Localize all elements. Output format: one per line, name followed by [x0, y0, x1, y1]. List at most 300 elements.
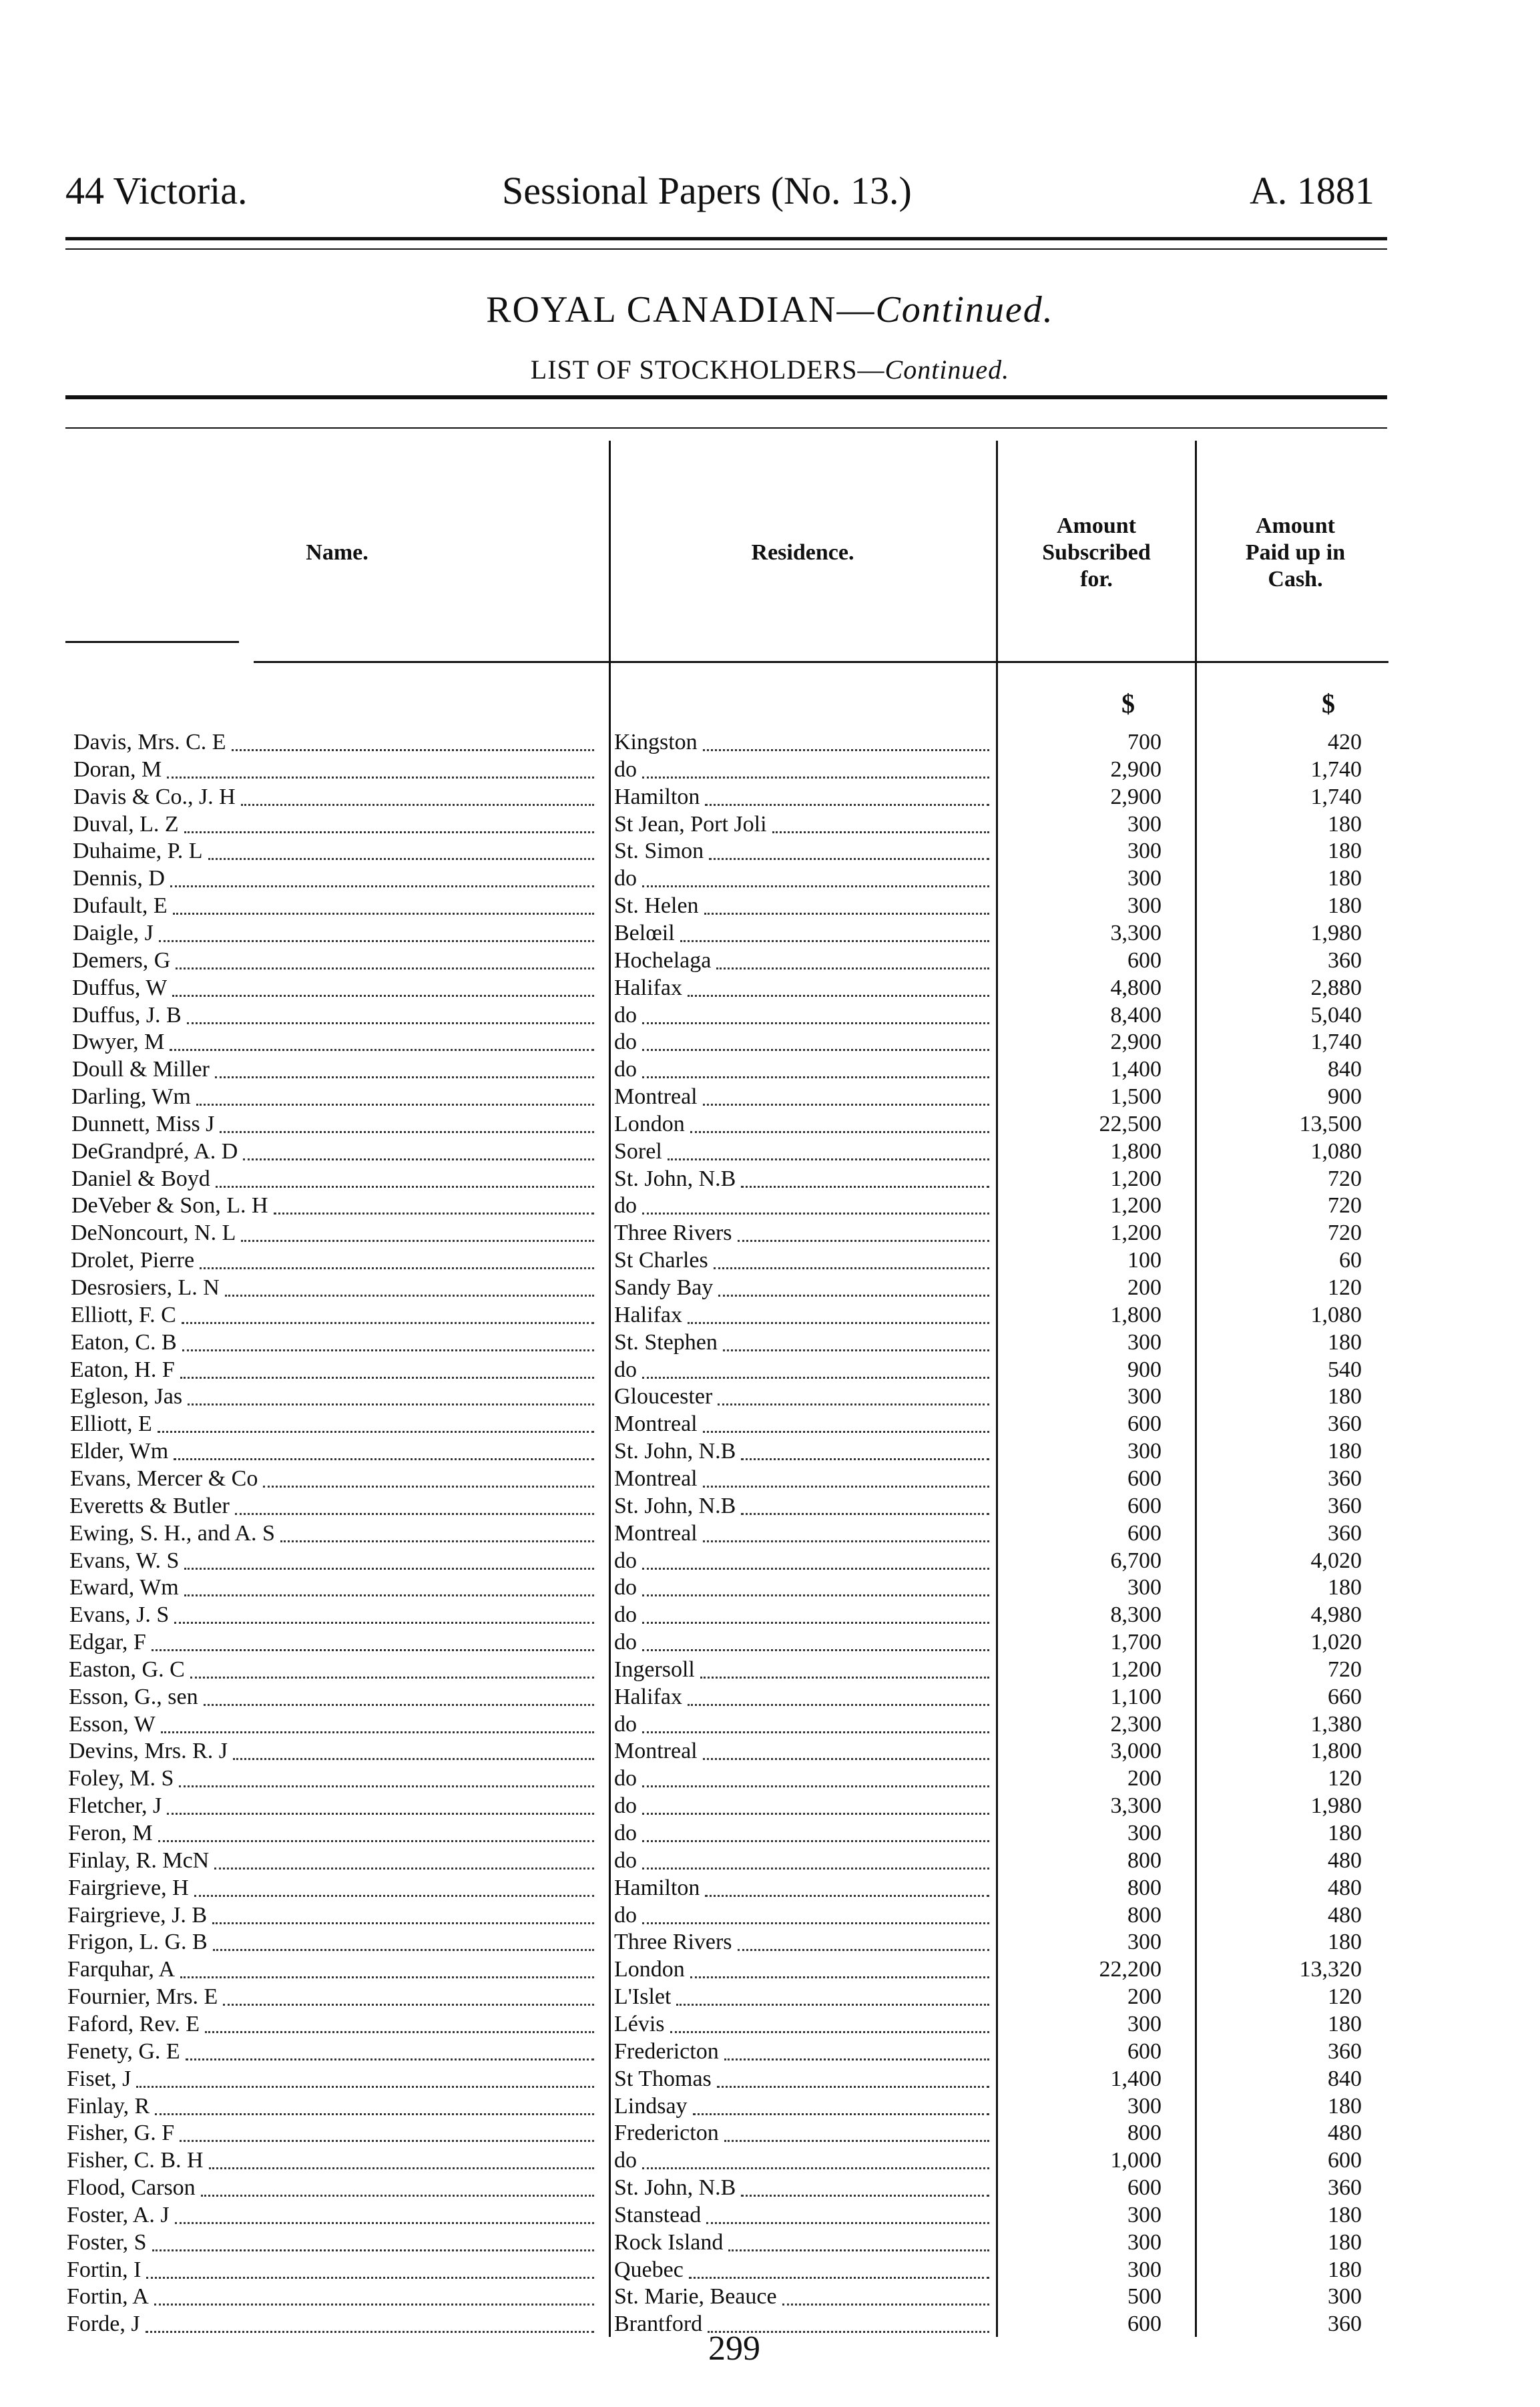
row-name: Fenety, G. E: [67, 2039, 180, 2064]
row-name: Duffus, J. B: [72, 1003, 182, 1028]
row-name: Frigon, L. G. B: [67, 1930, 208, 1954]
row-name: Egleson, Jas: [70, 1384, 183, 1409]
row-residence: Belœil: [614, 921, 675, 945]
row-residence: Lévis: [614, 2012, 665, 2036]
row-amount-paid: 360: [1328, 1466, 1362, 1491]
row-amount-paid: 1,380: [1310, 1712, 1362, 1737]
row-amount-paid: 180: [1328, 2257, 1362, 2282]
name-leader-dots: [216, 1186, 594, 1188]
row-name: Finlay, R: [67, 2094, 150, 2119]
residence-leader-dots: [688, 995, 989, 997]
residence-leader-dots: [642, 1649, 989, 1651]
row-residence: Kingston: [614, 730, 698, 754]
name-leader-dots: [200, 1267, 594, 1269]
row-amount-paid: 900: [1328, 1084, 1362, 1109]
row-amount-paid: 120: [1328, 1275, 1362, 1300]
row-amount-paid: 1,980: [1310, 1793, 1362, 1818]
row-residence: Hochelaga: [614, 948, 712, 973]
name-leader-dots: [146, 2331, 594, 2333]
row-amount-paid: 180: [1328, 893, 1362, 918]
row-amount-subscribed: 4,800: [1110, 975, 1162, 1000]
name-leader-dots: [174, 1458, 594, 1460]
residence-leader-dots: [642, 1868, 989, 1870]
row-name: Fiset, J: [67, 2066, 132, 2091]
name-leader-dots: [152, 1649, 594, 1651]
row-amount-paid: 360: [1328, 2312, 1362, 2336]
row-amount-paid: 1,740: [1310, 785, 1362, 809]
row-amount-subscribed: 1,200: [1110, 1221, 1162, 1245]
row-name: Edgar, F: [69, 1630, 146, 1655]
name-leader-dots: [175, 2222, 594, 2224]
row-residence: do: [614, 1003, 637, 1028]
row-residence: St. Stephen: [614, 1330, 718, 1355]
row-name: Dennis, D: [73, 866, 165, 891]
name-leader-dots: [158, 1431, 594, 1433]
residence-leader-dots: [688, 1322, 989, 1324]
row-residence: Gloucester: [614, 1384, 713, 1409]
row-amount-paid: 180: [1328, 1930, 1362, 1954]
row-amount-paid: 180: [1328, 1384, 1362, 1409]
page-number: 299: [708, 2330, 760, 2368]
row-name: Elliott, E: [70, 1411, 152, 1436]
row-residence: St Charles: [614, 1248, 708, 1273]
residence-leader-dots: [642, 1049, 989, 1051]
row-amount-subscribed: 1,200: [1110, 1166, 1162, 1191]
residence-leader-dots: [689, 2277, 989, 2279]
residence-leader-dots: [688, 1704, 989, 1706]
row-residence: do: [614, 1057, 637, 1082]
row-amount-paid: 180: [1328, 1439, 1362, 1464]
residence-leader-dots: [642, 1922, 989, 1924]
row-name: Dufault, E: [73, 893, 168, 918]
residence-leader-dots: [703, 1758, 989, 1760]
name-leader-dots: [179, 1785, 594, 1787]
row-amount-paid: 180: [1328, 1821, 1362, 1845]
row-residence: do: [614, 1848, 637, 1873]
row-amount-paid: 1,800: [1310, 1739, 1362, 1763]
row-amount-paid: 120: [1328, 1984, 1362, 2009]
row-residence: Halifax: [614, 1685, 682, 1709]
row-amount-subscribed: 800: [1127, 1848, 1162, 1873]
name-leader-dots: [187, 1022, 594, 1024]
row-amount-paid: 360: [1328, 2175, 1362, 2200]
row-residence: Lindsay: [614, 2094, 688, 2119]
row-name: Darling, Wm: [71, 1084, 191, 1109]
column-header-rule-left: [65, 641, 239, 643]
name-leader-dots: [243, 1158, 594, 1160]
header-rule-thin: [65, 248, 1387, 250]
row-amount-subscribed: 300: [1127, 2257, 1162, 2282]
row-amount-subscribed: 300: [1127, 1930, 1162, 1954]
name-leader-dots: [180, 1377, 594, 1379]
residence-leader-dots: [642, 1785, 989, 1787]
row-residence: Montreal: [614, 1521, 698, 1546]
column-header-rule: [254, 661, 1388, 663]
residence-leader-dots: [642, 885, 989, 887]
name-leader-dots: [173, 913, 594, 915]
row-amount-subscribed: 300: [1127, 893, 1162, 918]
residence-leader-dots: [709, 858, 989, 860]
row-residence: do: [614, 1712, 637, 1737]
row-residence: do: [614, 1793, 637, 1818]
row-residence: Halifax: [614, 975, 682, 1000]
row-name: Devins, Mrs. R. J: [69, 1739, 228, 1763]
row-name: Foster, A. J: [67, 2203, 170, 2227]
row-amount-paid: 840: [1328, 1057, 1362, 1082]
row-amount-subscribed: 300: [1127, 839, 1162, 863]
row-amount-subscribed: 300: [1127, 2230, 1162, 2255]
row-amount-paid: 13,500: [1299, 1112, 1362, 1136]
name-leader-dots: [186, 2058, 594, 2060]
title-main: ROYAL CANADIAN: [486, 289, 837, 331]
row-amount-subscribed: 600: [1127, 1466, 1162, 1491]
row-residence: do: [614, 1030, 637, 1054]
row-amount-subscribed: 1,800: [1110, 1139, 1162, 1164]
row-amount-subscribed: 600: [1127, 1411, 1162, 1436]
row-residence: London: [614, 1957, 685, 1982]
row-amount-paid: 420: [1328, 730, 1362, 754]
row-amount-subscribed: 900: [1127, 1357, 1162, 1382]
row-amount-subscribed: 600: [1127, 1521, 1162, 1546]
residence-leader-dots: [717, 2086, 989, 2088]
residence-leader-dots: [693, 2113, 989, 2115]
residence-leader-dots: [642, 1840, 989, 1842]
row-amount-paid: 1,020: [1310, 1630, 1362, 1655]
row-residence: do: [614, 1602, 637, 1627]
row-amount-subscribed: 200: [1127, 1766, 1162, 1791]
subtitle-main: LIST OF STOCKHOLDERS: [530, 355, 858, 385]
row-amount-subscribed: 22,200: [1099, 1957, 1162, 1982]
row-name: DeVeber & Son, L. H: [71, 1193, 268, 1218]
row-amount-paid: 480: [1328, 2121, 1362, 2145]
row-amount-paid: 360: [1328, 2039, 1362, 2064]
name-leader-dots: [233, 1758, 594, 1760]
name-leader-dots: [205, 2031, 594, 2033]
name-leader-dots: [176, 967, 594, 969]
row-name: Ewing, S. H., and A. S: [69, 1521, 275, 1546]
title-continued: Continued.: [875, 289, 1054, 331]
column-divider-2: [996, 441, 998, 2337]
residence-leader-dots: [703, 749, 989, 751]
row-name: Foster, S: [67, 2230, 147, 2255]
row-amount-subscribed: 600: [1127, 1494, 1162, 1518]
row-name: Duffus, W: [72, 975, 168, 1000]
name-leader-dots: [241, 804, 594, 806]
row-amount-paid: 120: [1328, 1766, 1362, 1791]
row-amount-paid: 660: [1328, 1685, 1362, 1709]
row-amount-paid: 180: [1328, 866, 1362, 891]
name-leader-dots: [213, 1949, 594, 1951]
row-name: Dunnett, Miss J: [71, 1112, 215, 1136]
row-name: Doull & Miller: [72, 1057, 210, 1082]
residence-leader-dots: [668, 1158, 989, 1160]
row-residence: Quebec: [614, 2257, 684, 2282]
name-leader-dots: [220, 1131, 594, 1133]
name-leader-dots: [223, 2004, 594, 2006]
row-amount-paid: 2,880: [1310, 975, 1362, 1000]
row-residence: Brantford: [614, 2312, 703, 2336]
row-name: Duhaime, P. L: [73, 839, 203, 863]
row-name: Esson, W: [69, 1712, 156, 1737]
residence-leader-dots: [718, 1295, 989, 1297]
row-amount-paid: 480: [1328, 1876, 1362, 1900]
row-name: Feron, M: [68, 1821, 153, 1845]
row-amount-subscribed: 300: [1127, 812, 1162, 837]
row-amount-paid: 480: [1328, 1903, 1362, 1928]
row-residence: Hamilton: [614, 1876, 700, 1900]
name-leader-dots: [188, 1403, 594, 1405]
column-divider-3: [1195, 441, 1197, 2337]
name-leader-dots: [196, 1104, 594, 1106]
row-amount-paid: 720: [1328, 1657, 1362, 1682]
name-leader-dots: [225, 1295, 594, 1297]
row-amount-subscribed: 700: [1127, 730, 1162, 754]
residence-leader-dots: [642, 1568, 989, 1570]
row-name: Esson, G., sen: [69, 1685, 198, 1709]
row-amount-paid: 180: [1328, 2094, 1362, 2119]
row-amount-subscribed: 1,200: [1110, 1193, 1162, 1218]
row-amount-paid: 180: [1328, 2012, 1362, 2036]
row-amount-paid: 360: [1328, 1521, 1362, 1546]
name-leader-dots: [180, 2140, 594, 2142]
row-name: Eaton, H. F: [70, 1357, 175, 1382]
name-leader-dots: [161, 1731, 594, 1733]
row-residence: Montreal: [614, 1411, 698, 1436]
row-amount-subscribed: 2,900: [1110, 757, 1162, 782]
row-amount-paid: 360: [1328, 1494, 1362, 1518]
row-name: Faford, Rev. E: [67, 2012, 200, 2036]
row-amount-paid: 60: [1339, 1248, 1362, 1273]
row-amount-subscribed: 200: [1127, 1984, 1162, 2009]
row-amount-subscribed: 1,200: [1110, 1657, 1162, 1682]
row-name: Dwyer, M: [72, 1030, 165, 1054]
column-header-paid: Amount Paid up in Cash.: [1245, 513, 1346, 592]
residence-leader-dots: [782, 2304, 989, 2306]
row-amount-paid: 4,980: [1310, 1602, 1362, 1627]
name-leader-dots: [152, 2249, 594, 2251]
row-residence: Sorel: [614, 1139, 662, 1164]
residence-leader-dots: [642, 2167, 989, 2169]
residence-leader-dots: [642, 1622, 989, 1624]
row-residence: do: [614, 1903, 637, 1928]
row-name: Finlay, R. McN: [68, 1848, 210, 1873]
row-name: Easton, G. C: [69, 1657, 185, 1682]
residence-leader-dots: [706, 2222, 989, 2224]
name-leader-dots: [184, 1568, 594, 1570]
residence-leader-dots: [642, 1213, 989, 1215]
currency-label-subscribed: $: [1121, 688, 1135, 718]
row-residence: Sandy Bay: [614, 1275, 714, 1300]
residence-leader-dots: [670, 2031, 989, 2033]
row-amount-paid: 180: [1328, 2230, 1362, 2255]
row-residence: do: [614, 2148, 637, 2173]
residence-leader-dots: [642, 1022, 989, 1024]
row-name: Fisher, G. F: [67, 2121, 175, 2145]
row-amount-paid: 5,040: [1310, 1003, 1362, 1028]
row-name: Fortin, A: [67, 2284, 149, 2309]
row-name: Foley, M. S: [68, 1766, 174, 1791]
row-residence: do: [614, 1575, 637, 1600]
row-name: Elder, Wm: [70, 1439, 169, 1464]
row-amount-paid: 4,020: [1310, 1548, 1362, 1573]
row-amount-subscribed: 800: [1127, 2121, 1162, 2145]
row-name: Eaton, C. B: [71, 1330, 177, 1355]
row-amount-subscribed: 1,400: [1110, 1057, 1162, 1082]
residence-leader-dots: [703, 1431, 989, 1433]
name-leader-dots: [182, 1322, 594, 1324]
row-residence: do: [614, 1548, 637, 1573]
row-name: Farquhar, A: [67, 1957, 176, 1982]
row-amount-subscribed: 2,900: [1110, 785, 1162, 809]
row-amount-paid: 720: [1328, 1166, 1362, 1191]
row-name: Duval, L. Z: [73, 812, 179, 837]
row-amount-subscribed: 200: [1127, 1275, 1162, 1300]
row-name: Eward, Wm: [69, 1575, 179, 1600]
name-leader-dots: [172, 995, 594, 997]
residence-leader-dots: [690, 1131, 989, 1133]
row-amount-paid: 1,080: [1310, 1303, 1362, 1327]
row-amount-subscribed: 300: [1127, 2203, 1162, 2227]
residence-leader-dots: [704, 913, 989, 915]
residence-leader-dots: [741, 1513, 989, 1515]
name-leader-dots: [280, 1540, 594, 1542]
residence-leader-dots: [642, 1594, 989, 1596]
row-residence: Montreal: [614, 1084, 698, 1109]
row-amount-paid: 180: [1328, 839, 1362, 863]
row-amount-subscribed: 6,700: [1110, 1548, 1162, 1573]
residence-leader-dots: [642, 1076, 989, 1078]
residence-leader-dots: [728, 2249, 989, 2251]
row-residence: St. Helen: [614, 893, 699, 918]
residence-leader-dots: [705, 1895, 989, 1897]
row-amount-paid: 180: [1328, 1330, 1362, 1355]
row-amount-subscribed: 3,300: [1110, 1793, 1162, 1818]
residence-leader-dots: [703, 1104, 989, 1106]
residence-leader-dots: [724, 2140, 989, 2142]
table-top-rule-thick: [65, 395, 1387, 399]
name-leader-dots: [167, 1813, 594, 1815]
row-name: DeNoncourt, N. L: [71, 1221, 236, 1245]
row-residence: St. John, N.B: [614, 2175, 736, 2200]
residence-leader-dots: [738, 1949, 989, 1951]
row-amount-subscribed: 1,100: [1110, 1685, 1162, 1709]
row-residence: do: [614, 866, 637, 891]
row-name: Forde, J: [67, 2312, 140, 2336]
name-leader-dots: [235, 1513, 594, 1515]
name-leader-dots: [170, 1049, 594, 1051]
row-name: Desrosiers, L. N: [71, 1275, 220, 1300]
residence-leader-dots: [772, 831, 989, 833]
row-name: Demers, G: [72, 948, 171, 973]
name-leader-dots: [215, 1076, 594, 1078]
header-session: 44 Victoria.: [65, 169, 248, 212]
residence-leader-dots: [741, 2195, 989, 2197]
name-leader-dots: [208, 858, 594, 860]
name-leader-dots: [232, 749, 594, 751]
row-amount-subscribed: 300: [1127, 1439, 1162, 1464]
name-leader-dots: [167, 777, 594, 779]
row-amount-subscribed: 1,800: [1110, 1303, 1162, 1327]
row-residence: St. John, N.B: [614, 1439, 736, 1464]
row-amount-subscribed: 1,700: [1110, 1630, 1162, 1655]
residence-leader-dots: [716, 967, 989, 969]
row-name: Everetts & Butler: [69, 1494, 230, 1518]
name-leader-dots: [184, 831, 594, 833]
name-leader-dots: [194, 1895, 594, 1897]
row-residence: do: [614, 1766, 637, 1791]
row-name: Evans, W. S: [69, 1548, 180, 1573]
row-name: Drolet, Pierre: [71, 1248, 195, 1273]
row-residence: St Thomas: [614, 2066, 712, 2091]
row-amount-subscribed: 100: [1127, 1248, 1162, 1273]
row-amount-paid: 1,080: [1310, 1139, 1362, 1164]
row-residence: Halifax: [614, 1303, 682, 1327]
row-residence: Fredericton: [614, 2039, 719, 2064]
row-amount-subscribed: 300: [1127, 1384, 1162, 1409]
row-name: Fairgrieve, H: [68, 1876, 189, 1900]
residence-leader-dots: [741, 1186, 989, 1188]
row-residence: Fredericton: [614, 2121, 719, 2145]
row-name: Elliott, F. C: [71, 1303, 176, 1327]
row-amount-subscribed: 3,300: [1110, 921, 1162, 945]
name-leader-dots: [209, 2167, 594, 2169]
row-amount-paid: 1,740: [1310, 757, 1362, 782]
row-amount-paid: 1,740: [1310, 1030, 1362, 1054]
row-amount-paid: 540: [1328, 1357, 1362, 1382]
residence-leader-dots: [642, 1813, 989, 1815]
row-name: Fournier, Mrs. E: [67, 1984, 218, 2009]
row-name: Fisher, C. B. H: [67, 2148, 204, 2173]
row-amount-subscribed: 300: [1127, 1821, 1162, 1845]
row-residence: Hamilton: [614, 785, 700, 809]
residence-leader-dots: [703, 1540, 989, 1542]
row-amount-subscribed: 600: [1127, 2312, 1162, 2336]
row-residence: Montreal: [614, 1739, 698, 1763]
name-leader-dots: [155, 2113, 594, 2115]
name-leader-dots: [146, 2277, 594, 2279]
row-name: Fairgrieve, J. B: [67, 1903, 208, 1928]
residence-leader-dots: [724, 2058, 989, 2060]
name-leader-dots: [180, 1976, 594, 1978]
name-leader-dots: [241, 1240, 594, 1242]
row-amount-paid: 720: [1328, 1221, 1362, 1245]
row-residence: St. John, N.B: [614, 1494, 736, 1518]
row-residence: St. John, N.B: [614, 1166, 736, 1191]
currency-label-paid: $: [1322, 688, 1335, 718]
row-name: Daniel & Boyd: [71, 1166, 210, 1191]
residence-leader-dots: [700, 1677, 989, 1679]
name-leader-dots: [182, 1349, 594, 1351]
row-amount-paid: 840: [1328, 2066, 1362, 2091]
residence-leader-dots: [680, 940, 989, 942]
row-name: Fortin, I: [67, 2257, 142, 2282]
column-divider-1: [609, 441, 611, 2337]
row-amount-subscribed: 8,300: [1110, 1602, 1162, 1627]
row-amount-subscribed: 2,300: [1110, 1712, 1162, 1737]
name-leader-dots: [263, 1486, 594, 1488]
row-residence: Montreal: [614, 1466, 698, 1491]
row-residence: St Jean, Port Joli: [614, 812, 767, 837]
name-leader-dots: [159, 940, 594, 942]
row-amount-subscribed: 3,000: [1110, 1739, 1162, 1763]
row-name: Evans, Mercer & Co: [70, 1466, 258, 1491]
row-residence: St. Simon: [614, 839, 704, 863]
residence-leader-dots: [714, 1267, 989, 1269]
subtitle-continued: Continued.: [884, 355, 1010, 385]
row-amount-subscribed: 300: [1127, 2094, 1162, 2119]
row-name: Evans, J. S: [69, 1602, 170, 1627]
row-amount-paid: 180: [1328, 2203, 1362, 2227]
